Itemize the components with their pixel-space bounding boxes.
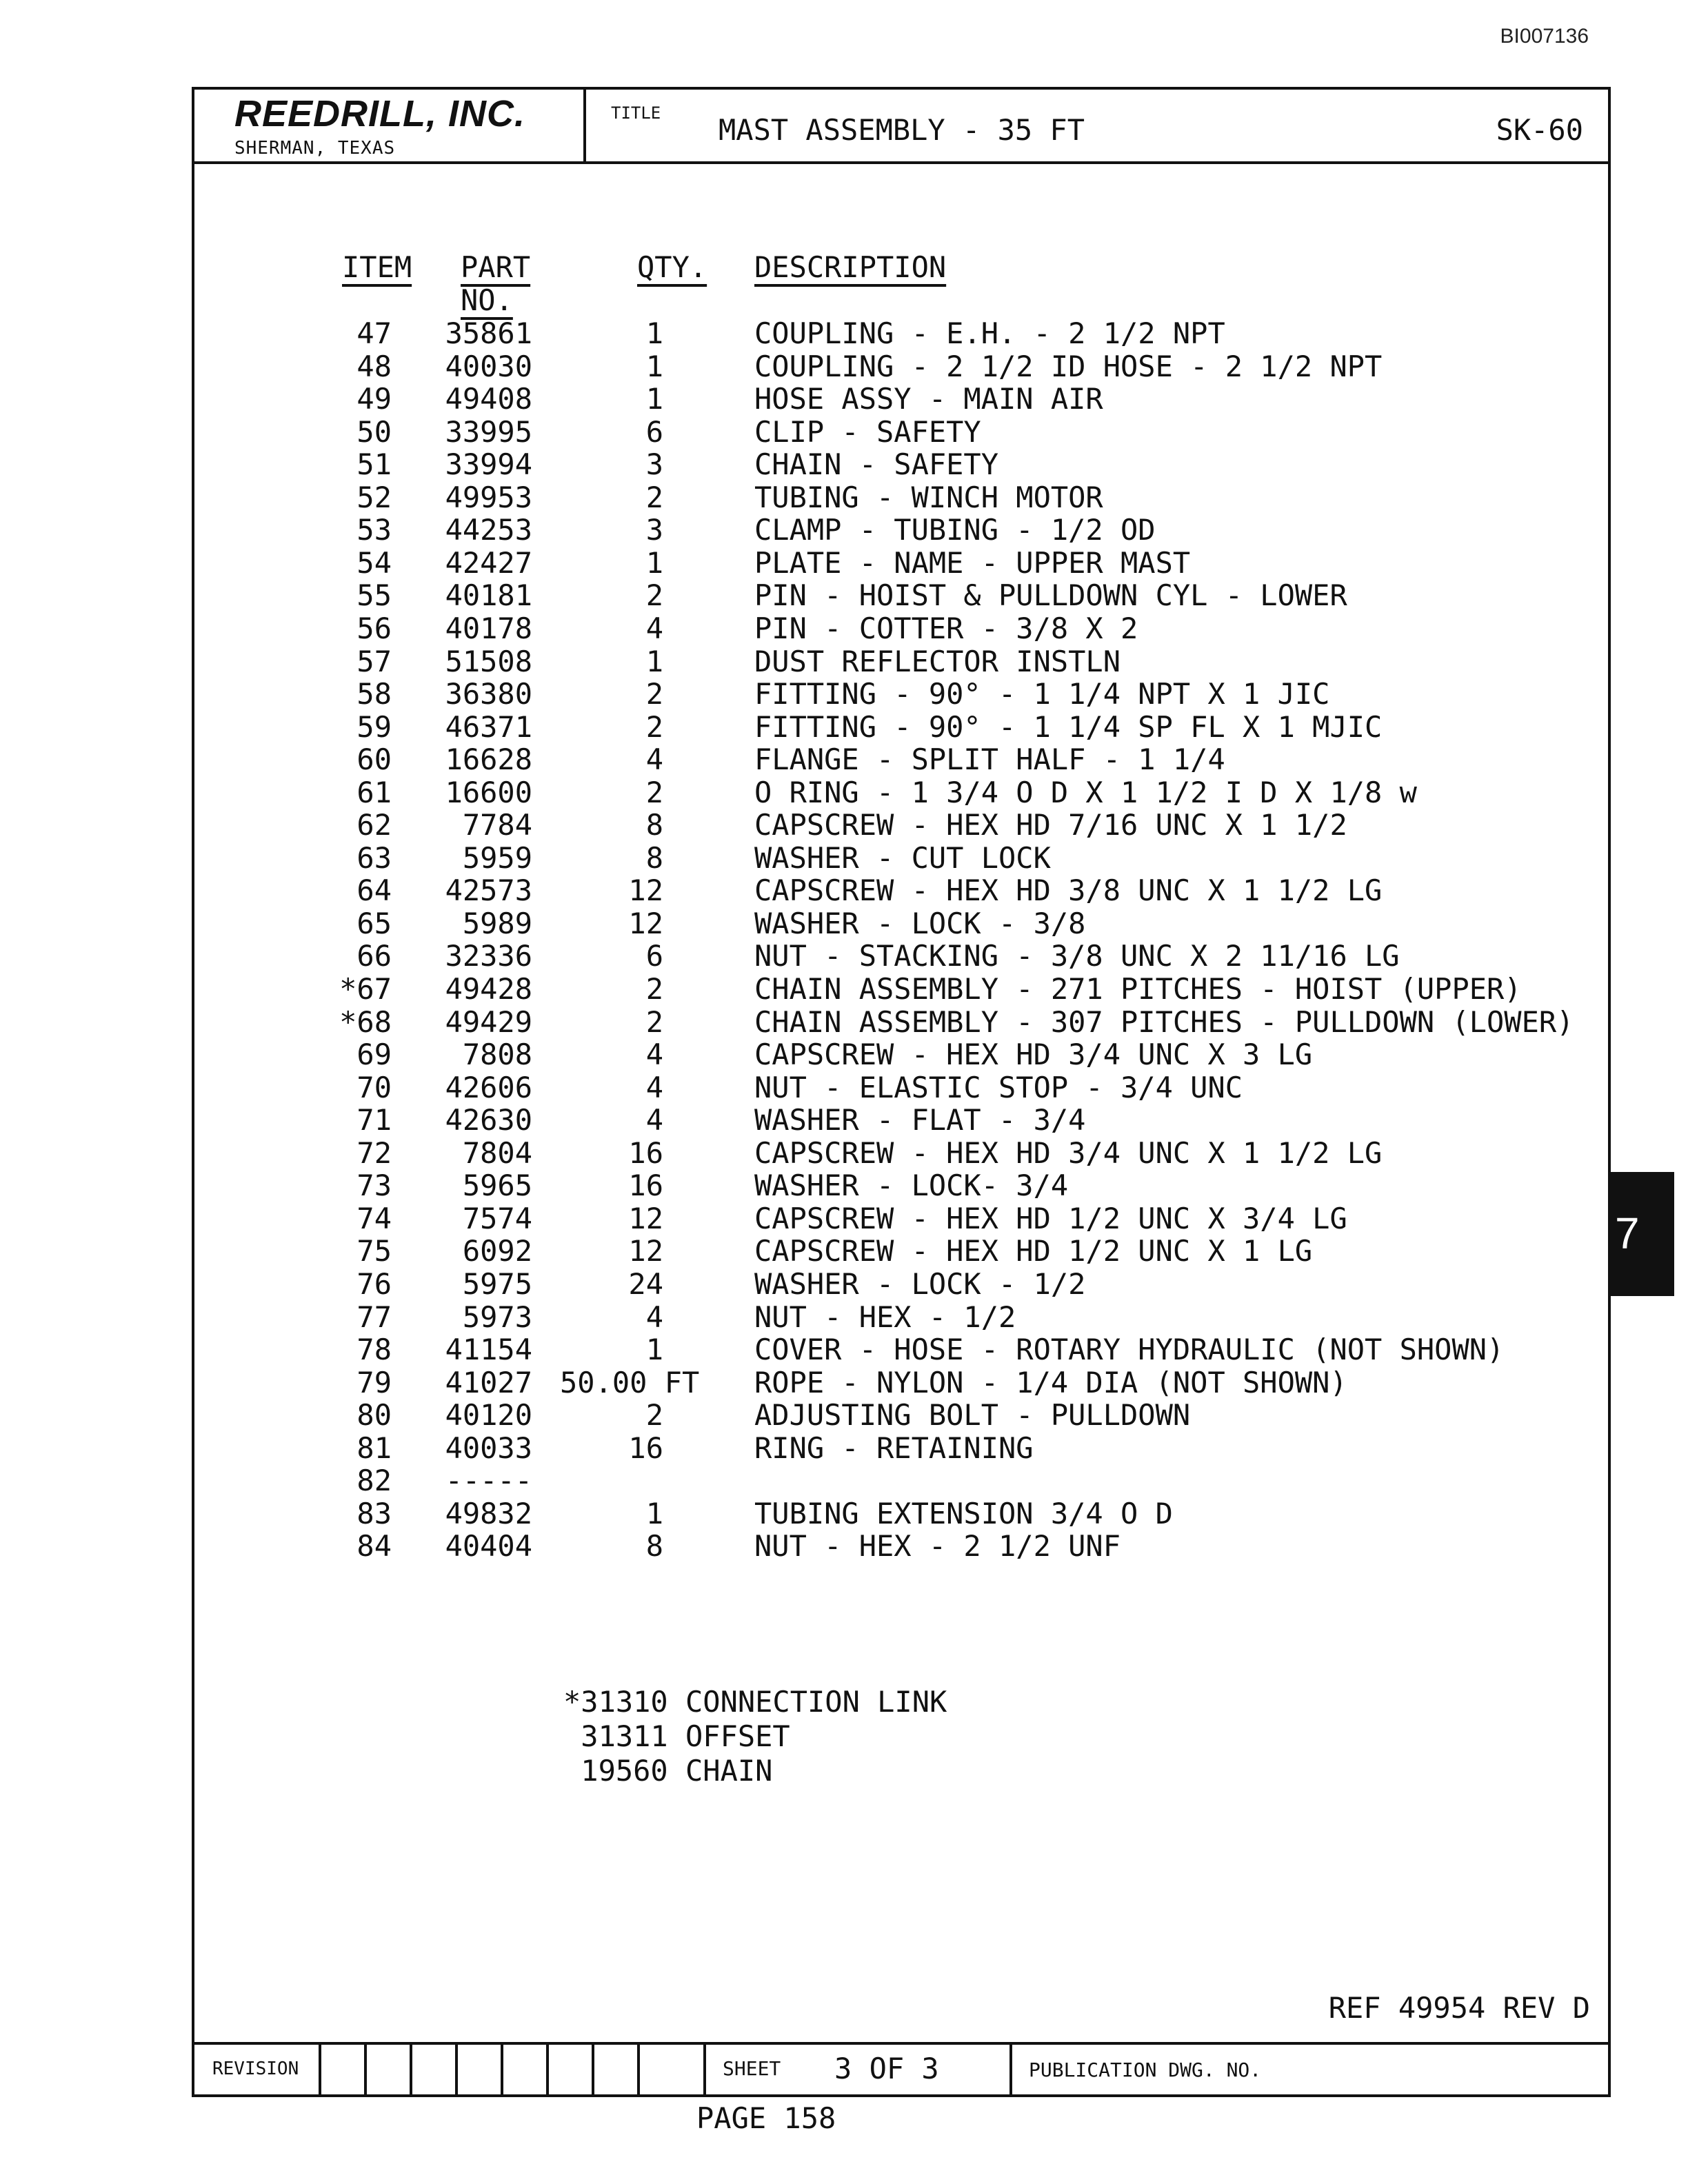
quantity: 6 (645, 414, 663, 449)
table-row (194, 940, 1574, 972)
item-number: 54 (356, 545, 392, 580)
description: FITTING - 90° - 1 1/4 NPT X 1 JIC (754, 677, 1330, 711)
part-number: 5975 (462, 1266, 532, 1301)
description: FITTING - 90° - 1 1/4 SP FL X 1 MJIC (754, 709, 1383, 744)
item-number: 69 (356, 1038, 392, 1072)
section-tab-label: 7 (1615, 1209, 1640, 1258)
item-number: 70 (356, 1070, 392, 1104)
table-row (194, 1333, 1574, 1366)
quantity: 1 (645, 349, 663, 383)
part-number: 5959 (462, 840, 532, 875)
drawing-frame (192, 87, 1611, 2097)
description: CHAIN - SAFETY (754, 447, 999, 482)
table-row (194, 1464, 1574, 1497)
description: COVER - HOSE - ROTARY HYDRAULIC (NOT SHOWN) (754, 1333, 1505, 1367)
item-number: *67 (339, 972, 392, 1006)
quantity: 2 (645, 775, 663, 809)
description: PIN - COTTER - 3/8 X 2 (754, 611, 1138, 645)
table-row (194, 907, 1574, 940)
part-number: 16600 (445, 775, 532, 809)
description: COUPLING - 2 1/2 ID HOSE - 2 1/2 NPT (754, 349, 1383, 383)
part-number: 35861 (445, 316, 532, 350)
quantity: 4 (645, 1070, 663, 1104)
column-header-part-no: PART NO. (461, 250, 531, 317)
quantity: 12 (628, 906, 663, 940)
item-number: 84 (356, 1529, 392, 1564)
table-row (194, 874, 1574, 907)
table-row (194, 481, 1574, 514)
part-number: 49429 (445, 1004, 532, 1039)
part-number: 5989 (462, 906, 532, 940)
sheet-label: SHEET (723, 2057, 781, 2080)
quantity: 2 (645, 972, 663, 1006)
quantity: 3 (645, 447, 663, 482)
description: TUBING EXTENSION 3/4 O D (754, 1496, 1173, 1530)
part-number: 49953 (445, 480, 532, 514)
part-number: 6092 (462, 1234, 532, 1268)
description: CAPSCREW - HEX HD 3/8 UNC X 1 1/2 LG (754, 873, 1383, 908)
item-number: 62 (356, 808, 392, 842)
table-row (194, 1038, 1574, 1071)
quantity: 3 (645, 513, 663, 547)
quantity: 8 (645, 1529, 663, 1564)
description: RING - RETAINING (754, 1430, 1034, 1465)
item-number: 65 (356, 906, 392, 940)
revision-label: REVISION (212, 2059, 299, 2079)
quantity: 1 (645, 545, 663, 580)
quantity: 12 (628, 873, 663, 908)
table-row (194, 448, 1574, 481)
table-row (194, 1104, 1574, 1136)
part-number: 40181 (445, 578, 532, 613)
item-number: 51 (356, 447, 392, 482)
page-number: PAGE 158 (696, 2101, 836, 2135)
part-number: 36380 (445, 677, 532, 711)
item-number: 55 (356, 578, 392, 613)
title-block (194, 90, 1608, 164)
part-number: 42427 (445, 545, 532, 580)
description: TUBING - WINCH MOTOR (754, 480, 1103, 514)
part-number: 7804 (462, 1135, 532, 1170)
description: WASHER - LOCK - 3/8 (754, 906, 1086, 940)
table-row (194, 350, 1574, 383)
table-row (194, 842, 1574, 874)
part-number: 40404 (445, 1529, 532, 1564)
table-row (194, 1301, 1574, 1333)
revision-box (410, 2045, 455, 2094)
table-row (194, 1399, 1574, 1431)
part-number: 40030 (445, 349, 532, 383)
table-row (194, 743, 1574, 776)
quantity: 1 (645, 1496, 663, 1530)
note-line: *31310 CONNECTION LINK (563, 1685, 947, 1719)
item-number: 59 (356, 709, 392, 744)
part-number: 44253 (445, 513, 532, 547)
revision-box (637, 2045, 683, 2094)
table-row (194, 973, 1574, 1005)
quantity: 12 (628, 1201, 663, 1235)
description: NUT - HEX - 1/2 (754, 1300, 1016, 1334)
item-number: 52 (356, 480, 392, 514)
sheet-value: 3 OF 3 (834, 2052, 939, 2085)
item-number: 74 (356, 1201, 392, 1235)
item-number: 53 (356, 513, 392, 547)
description: CAPSCREW - HEX HD 1/2 UNC X 3/4 LG (754, 1201, 1347, 1235)
table-row (194, 1071, 1574, 1104)
table-row (194, 547, 1574, 579)
publication-dwg-label: PUBLICATION DWG. NO. (1029, 2059, 1262, 2081)
table-row (194, 678, 1574, 710)
description: O RING - 1 3/4 O D X 1 1/2 I D X 1/8 w (754, 775, 1417, 809)
item-number: 61 (356, 775, 392, 809)
part-number: 5973 (462, 1300, 532, 1334)
description: WASHER - FLAT - 3/4 (754, 1103, 1086, 1138)
description: CLAMP - TUBING - 1/2 OD (754, 513, 1156, 547)
revision-box (319, 2045, 364, 2094)
part-number: 16628 (445, 742, 532, 777)
description: CAPSCREW - HEX HD 3/4 UNC X 1 1/2 LG (754, 1135, 1383, 1170)
quantity: 1 (645, 1333, 663, 1367)
description: CHAIN ASSEMBLY - 307 PITCHES - PULLDOWN (LOWER) (754, 1004, 1574, 1039)
quantity: 2 (645, 480, 663, 514)
table-row (194, 1169, 1574, 1202)
table-row (194, 1432, 1574, 1464)
column-header-item: ITEM (342, 250, 412, 284)
quantity: 8 (645, 808, 663, 842)
quantity: 16 (628, 1135, 663, 1170)
quantity: 4 (645, 1300, 663, 1334)
quantity: 4 (645, 742, 663, 777)
revision-box (592, 2045, 637, 2094)
reference-revision: REF 49954 REV D (1328, 1991, 1590, 2025)
description: NUT - STACKING - 3/8 UNC X 2 11/16 LG (754, 939, 1400, 973)
quantity: 50.00 FT (560, 1365, 700, 1399)
table-row (194, 579, 1574, 611)
item-number: 82 (356, 1464, 392, 1498)
quantity: 24 (628, 1266, 663, 1301)
revision-box (546, 2045, 592, 2094)
quantity: 4 (645, 1103, 663, 1138)
company-name: REEDRILL, INC. (234, 93, 526, 134)
table-row (194, 1497, 1574, 1530)
table-row (194, 809, 1574, 841)
part-number: 7808 (462, 1038, 532, 1072)
quantity: 12 (628, 1234, 663, 1268)
item-number: 79 (356, 1365, 392, 1399)
item-number: 78 (356, 1333, 392, 1367)
description: ROPE - NYLON - 1/4 DIA (NOT SHOWN) (754, 1365, 1347, 1399)
column-header-qty: QTY. (637, 250, 707, 284)
part-number: 7574 (462, 1201, 532, 1235)
quantity: 6 (645, 939, 663, 973)
item-number: 64 (356, 873, 392, 908)
quantity: 16 (628, 1169, 663, 1203)
part-number: 33995 (445, 414, 532, 449)
quantity: 2 (645, 677, 663, 711)
description: WASHER - CUT LOCK (754, 840, 1051, 875)
item-number: 56 (356, 611, 392, 645)
table-row (194, 383, 1574, 415)
part-number: 51508 (445, 644, 532, 678)
item-number: 49 (356, 382, 392, 416)
table-row (194, 317, 1574, 350)
description: HOSE ASSY - MAIN AIR (754, 382, 1103, 416)
description: FLANGE - SPLIT HALF - 1 1/4 (754, 742, 1225, 777)
item-number: 71 (356, 1103, 392, 1138)
table-row (194, 645, 1574, 678)
description: CAPSCREW - HEX HD 7/16 UNC X 1 1/2 (754, 808, 1347, 842)
part-number: 40178 (445, 611, 532, 645)
item-number: 76 (356, 1266, 392, 1301)
item-number: 63 (356, 840, 392, 875)
description: COUPLING - E.H. - 2 1/2 NPT (754, 316, 1225, 350)
drawing-title: MAST ASSEMBLY - 35 FT (719, 113, 1085, 147)
table-row (194, 1235, 1574, 1267)
item-number: 57 (356, 644, 392, 678)
description: PIN - HOIST & PULLDOWN CYL - LOWER (754, 578, 1347, 613)
quantity: 8 (645, 840, 663, 875)
quantity: 4 (645, 1038, 663, 1072)
description: CHAIN ASSEMBLY - 271 PITCHES - HOIST (UPPER) (754, 972, 1522, 1006)
part-number: 40120 (445, 1398, 532, 1433)
section-tab (1611, 1172, 1674, 1296)
item-number: 60 (356, 742, 392, 777)
item-number: 73 (356, 1169, 392, 1203)
item-number: 50 (356, 414, 392, 449)
part-number: 46371 (445, 709, 532, 744)
item-number: 75 (356, 1234, 392, 1268)
quantity: 2 (645, 1004, 663, 1039)
quantity: 4 (645, 611, 663, 645)
table-row (194, 612, 1574, 645)
item-number: 58 (356, 677, 392, 711)
description: CAPSCREW - HEX HD 1/2 UNC X 1 LG (754, 1234, 1313, 1268)
part-number: 49428 (445, 972, 532, 1006)
quantity: 2 (645, 709, 663, 744)
part-number: 5965 (462, 1169, 532, 1203)
part-number: 33994 (445, 447, 532, 482)
item-number: 80 (356, 1398, 392, 1433)
revision-box (364, 2045, 410, 2094)
item-number: 81 (356, 1430, 392, 1465)
part-number: 41154 (445, 1333, 532, 1367)
company-location: SHERMAN, TEXAS (234, 138, 396, 159)
quantity: 2 (645, 578, 663, 613)
item-number: 66 (356, 939, 392, 973)
item-number: 77 (356, 1300, 392, 1334)
table-row (194, 1202, 1574, 1235)
table-row (194, 776, 1574, 809)
note-line: 31311 OFFSET (563, 1719, 790, 1753)
quantity: 1 (645, 644, 663, 678)
part-number: ----- (445, 1464, 532, 1498)
table-row (194, 1006, 1574, 1038)
note-line: 19560 CHAIN (563, 1754, 773, 1788)
sheet-cell (703, 2045, 1012, 2094)
item-number: 83 (356, 1496, 392, 1530)
item-number: 48 (356, 349, 392, 383)
document-id: BI007136 (1500, 25, 1589, 48)
quantity: 1 (645, 316, 663, 350)
company-block (194, 90, 586, 161)
description: NUT - HEX - 2 1/2 UNF (754, 1529, 1121, 1564)
quantity: 2 (645, 1398, 663, 1433)
description: CAPSCREW - HEX HD 3/4 UNC X 3 LG (754, 1038, 1313, 1072)
table-row (194, 1366, 1574, 1399)
part-number: 40033 (445, 1430, 532, 1465)
revision-box (501, 2045, 546, 2094)
title-label: TITLE (611, 103, 661, 123)
item-number: *68 (339, 1004, 392, 1039)
part-number: 42630 (445, 1103, 532, 1138)
quantity: 1 (645, 382, 663, 416)
quantity: 16 (628, 1430, 663, 1465)
part-number: 49832 (445, 1496, 532, 1530)
table-row (194, 711, 1574, 743)
part-number: 42573 (445, 873, 532, 908)
description: DUST REFLECTOR INSTLN (754, 644, 1121, 678)
description: WASHER - LOCK - 1/2 (754, 1266, 1086, 1301)
column-header-description: DESCRIPTION (754, 250, 947, 284)
part-number: 49408 (445, 382, 532, 416)
sheet-code: SK-60 (1496, 113, 1583, 147)
description: WASHER - LOCK- 3/4 (754, 1169, 1069, 1203)
part-number: 32336 (445, 939, 532, 973)
description: PLATE - NAME - UPPER MAST (754, 545, 1191, 580)
table-row (194, 1137, 1574, 1169)
table-row (194, 1530, 1574, 1562)
item-number: 72 (356, 1135, 392, 1170)
description: NUT - ELASTIC STOP - 3/4 UNC (754, 1070, 1243, 1104)
table-row (194, 1268, 1574, 1300)
item-number: 47 (356, 316, 392, 350)
revision-box (455, 2045, 501, 2094)
description: ADJUSTING BOLT - PULLDOWN (754, 1398, 1191, 1433)
part-number: 7784 (462, 808, 532, 842)
revision-strip (194, 2042, 1608, 2094)
table-row (194, 416, 1574, 448)
chain-notes (563, 1685, 947, 1788)
part-number: 41027 (445, 1365, 532, 1399)
part-number: 42606 (445, 1070, 532, 1104)
description: CLIP - SAFETY (754, 414, 981, 449)
table-row (194, 514, 1574, 546)
